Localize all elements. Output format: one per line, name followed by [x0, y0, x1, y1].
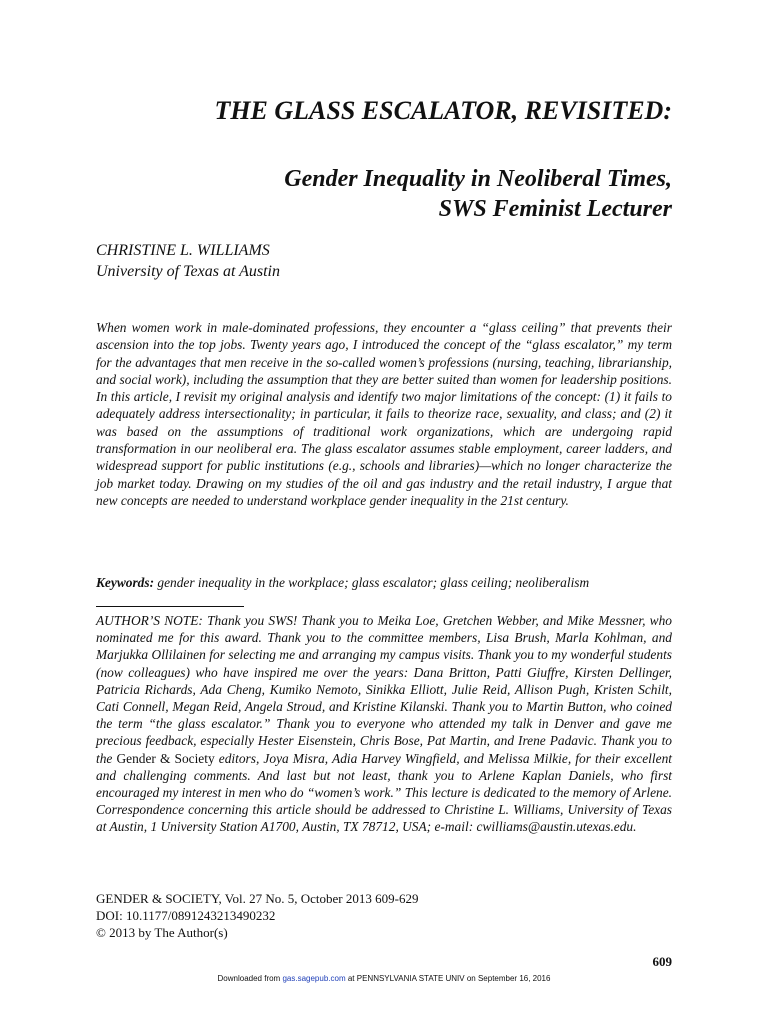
footnote-divider: [96, 606, 244, 607]
article-subtitle: [96, 164, 672, 224]
journal-info: [96, 890, 418, 941]
subtitle-line-1: Gender Inequality in Neoliberal Times,: [284, 166, 672, 192]
authors-note-journal-name: Gender & Society: [116, 750, 215, 766]
journal-copyright: © 2013 by The Author(s): [96, 925, 228, 940]
article-title: THE GLASS ESCALATOR, REVISITED:: [214, 96, 672, 125]
author-block: [96, 240, 280, 282]
page-number: 609: [652, 954, 672, 969]
download-footer: [0, 974, 768, 983]
download-suffix: at PENNSYLVANIA STATE UNIV on September 16, 2016: [347, 974, 551, 983]
keywords-label: Keywords:: [96, 575, 155, 590]
author-affiliation: University of Texas at Austin: [96, 263, 280, 280]
authors-note-part-1: AUTHOR’S NOTE: Thank you SWS! Thank you to Meika Loe, Gretchen Webber, and Mike Messner, who nominated me for this award. Thank you to the committee members, Lisa Brush, Marla Kohlman, and Marjukka Ollilainen for selecting me and arranging my campus visits. Thank you to my wonderful students (now colleagues) who have inspired me over the years: Dana Britton, Patti Giuffre, Kirsten Dellinger, Patricia Richards, Ada Cheng, Kumiko Nemoto, Sinikka Elliott, Julie Reid, Allison Pugh, Kristen Schilt, Cati Connell, Megan Reid, Angela Stroud, and Kristine Kilanski. Thank you to Martin Button, who coined the term “the glass escalator.” Thank you to everyone who attended my talk in Denver and gave me precious feedback, especially Hester Eisenstein, Chris Bose, Pat Martin, and Irene Padavic. Thank you to the: [96, 613, 672, 766]
journal-citation: GENDER & SOCIETY, Vol. 27 No. 5, October 2013 609-629: [96, 891, 419, 906]
keywords: [96, 574, 672, 592]
keywords-text: gender inequality in the workplace; glass escalator; glass ceiling; neoliberalism: [157, 575, 590, 590]
abstract: When women work in male-dominated professions, they encounter a “glass ceiling” that prevents their ascension into the top jobs. Twenty years ago, I introduced the concept of the “glass escalator,” my term for the advantages that men receive in the so-called women’s professions (nursing, teaching, librarianship, and social work), including the assumption that they are better suited than women for leadership positions. In this article, I revisit my original analysis and identify two major limitations of the concept: (1) it fails to adequately address intersectionality; in particular, it fails to theorize race, sexuality, and class; and (2) it was based on the assumptions of traditional work organizations, which are undergoing rapid transformation in our neoliberal era. The glass escalator assumes stable employment, career ladders, and widespread support for public institutions (e.g., schools and libraries)—which no longer characterize the job market today. Drawing on my studies of the oil and gas industry and the retail industry, I argue that new concepts are needed to understand workplace gender inequality in the 21st century.: [96, 320, 672, 508]
subtitle-line-2: SWS Feminist Lecturer: [438, 196, 672, 222]
authors-note: [96, 612, 672, 836]
journal-doi: DOI: 10.1177/0891243213490232: [96, 908, 276, 923]
authors-note-part-2: editors, Joya Misra, Adia Harvey Wingfield, and Melissa Milkie, for their excellent and challenging comments. And last but not least, thank you to Arlene Kaplan Daniels, who first encouraged my interest in men who do “women’s work.” This lecture is dedicated to the memory of Arlene. Correspondence concerning this article should be addressed to Christine L. Williams, University of Texas at Austin, 1 University Station A1700, Austin, TX 78712, USA; e-mail: cwilliams@austin.utexas.edu.: [96, 750, 672, 835]
author-name: CHRISTINE L. WILLIAMS: [96, 242, 270, 259]
download-link[interactable]: gas.sagepub.com: [282, 974, 346, 983]
download-prefix: Downloaded from: [217, 974, 281, 983]
